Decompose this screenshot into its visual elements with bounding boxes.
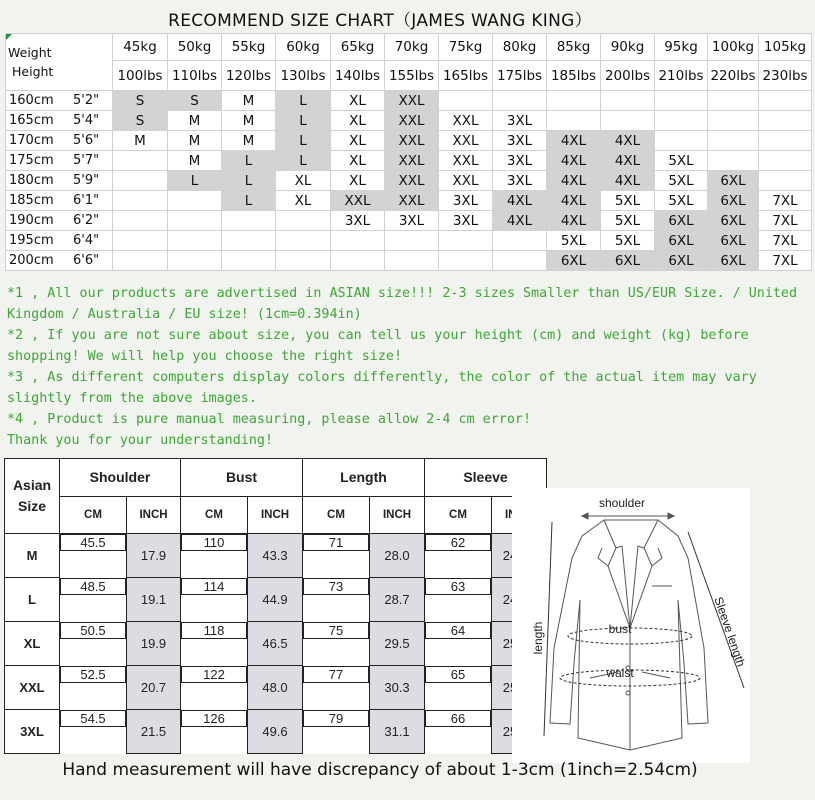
measure-value: 54.5 bbox=[60, 710, 126, 727]
measure-value: 21.5 bbox=[127, 710, 181, 754]
size-cell bbox=[113, 151, 168, 171]
size-row bbox=[6, 231, 812, 251]
size-cell bbox=[276, 251, 331, 271]
height-ft: 6'1" bbox=[73, 193, 100, 208]
measure-row bbox=[5, 666, 547, 710]
size-cell: 5XL bbox=[601, 231, 655, 251]
size-cell: 6XL bbox=[547, 251, 601, 271]
measure-value: 126 bbox=[181, 710, 247, 727]
height-header bbox=[6, 151, 113, 171]
height-cm: 195cm bbox=[9, 233, 54, 248]
measure-value: 110 bbox=[181, 534, 247, 551]
weight-lbs-header: 100lbs bbox=[113, 61, 168, 91]
size-cell: L bbox=[222, 151, 276, 171]
measure-value: 44.9 bbox=[248, 578, 303, 622]
size-cell: M bbox=[168, 151, 222, 171]
corner-height: Height bbox=[12, 64, 54, 79]
asian-size-header bbox=[5, 459, 60, 534]
weight-kg-header: 100kg bbox=[708, 34, 759, 61]
measure-value: 62 bbox=[425, 534, 491, 551]
note-line: Thank you for your understanding! bbox=[7, 433, 274, 448]
size-cell: 6XL bbox=[655, 211, 708, 231]
recommend-size-table bbox=[5, 33, 812, 271]
size-row bbox=[6, 131, 812, 151]
size-cell: 6XL bbox=[708, 171, 759, 191]
size-cell: 3XL bbox=[439, 191, 493, 211]
notes bbox=[7, 283, 813, 451]
size-cell bbox=[655, 91, 708, 111]
group-header: Sleeve bbox=[425, 459, 547, 497]
size-cell: M bbox=[113, 131, 168, 151]
size-cell: 3XL bbox=[385, 211, 439, 231]
unit-header: CM bbox=[303, 496, 370, 534]
measure-value: 71 bbox=[303, 534, 369, 551]
bust-label: bust bbox=[608, 622, 632, 636]
size-cell bbox=[759, 171, 812, 191]
weight-lbs-header: 140lbs bbox=[331, 61, 385, 91]
shoulder-label: shoulder bbox=[598, 496, 646, 510]
weight-kg-header: 45kg bbox=[113, 34, 168, 61]
size-cell: XXL bbox=[439, 151, 493, 171]
size-cell: XXL bbox=[439, 171, 493, 191]
weight-kg-header: 55kg bbox=[222, 34, 276, 61]
measure-value: 52.5 bbox=[60, 666, 126, 683]
measure-value: 20.7 bbox=[127, 666, 181, 710]
corner-header bbox=[6, 34, 113, 91]
unit-header: CM bbox=[181, 496, 248, 534]
size-cell: XXL bbox=[385, 111, 439, 131]
weight-lbs-header: 165lbs bbox=[439, 61, 493, 91]
size-cell: XXL bbox=[439, 111, 493, 131]
size-cell: 3XL bbox=[493, 131, 547, 151]
size-cell bbox=[655, 131, 708, 151]
size-row bbox=[6, 211, 812, 231]
size-cell: 4XL bbox=[547, 171, 601, 191]
size-cell bbox=[708, 131, 759, 151]
size-cell: 5XL bbox=[655, 151, 708, 171]
size-cell: M bbox=[168, 131, 222, 151]
size-cell bbox=[113, 211, 168, 231]
note-line: *2 , If you are not sure about size, you can tell us your height (cm) and weight (kg) before shopping! We will help you choose the right size! bbox=[7, 328, 749, 364]
measure-value: 46.5 bbox=[248, 622, 303, 666]
size-cell bbox=[276, 211, 331, 231]
measure-value: 31.1 bbox=[370, 710, 425, 754]
size-cell bbox=[601, 111, 655, 131]
size-cell: 4XL bbox=[601, 171, 655, 191]
height-cm: 200cm bbox=[9, 253, 54, 268]
size-cell: XL bbox=[276, 171, 331, 191]
height-cm: 170cm bbox=[9, 133, 54, 148]
size-cell: XXL bbox=[439, 131, 493, 151]
note-line: *4 , Product is pure manual measuring, please allow 2-4 cm error! bbox=[7, 412, 532, 427]
size-cell bbox=[113, 251, 168, 271]
weight-lbs-header: 120lbs bbox=[222, 61, 276, 91]
size-cell: M bbox=[168, 111, 222, 131]
measure-value: 63 bbox=[425, 578, 491, 595]
size-cell bbox=[439, 91, 493, 111]
height-cm: 160cm bbox=[9, 93, 54, 108]
measurement-table bbox=[4, 458, 547, 754]
size-cell bbox=[331, 231, 385, 251]
size-cell: L bbox=[222, 191, 276, 211]
size-cell: 5XL bbox=[601, 191, 655, 211]
size-cell: XXL bbox=[385, 131, 439, 151]
size-cell: XXL bbox=[385, 91, 439, 111]
size-cell bbox=[493, 91, 547, 111]
size-cell bbox=[113, 171, 168, 191]
size-cell: 4XL bbox=[547, 191, 601, 211]
sleeve-length-label: Sleeve length bbox=[711, 595, 749, 669]
weight-kg-header: 90kg bbox=[601, 34, 655, 61]
unit-header: INCH bbox=[248, 496, 303, 534]
size-cell: 4XL bbox=[601, 131, 655, 151]
size-cell bbox=[493, 231, 547, 251]
size-cell: 7XL bbox=[759, 251, 812, 271]
weight-kg-header: 60kg bbox=[276, 34, 331, 61]
size-row bbox=[6, 111, 812, 131]
height-header bbox=[6, 131, 113, 151]
size-cell bbox=[759, 91, 812, 111]
size-cell: L bbox=[276, 131, 331, 151]
weight-kg-header: 95kg bbox=[655, 34, 708, 61]
measure-value: 25.20 bbox=[492, 622, 547, 666]
measure-value: 122 bbox=[181, 666, 247, 683]
height-header bbox=[6, 191, 113, 211]
weight-lbs-header: 220lbs bbox=[708, 61, 759, 91]
jacket-diagram bbox=[512, 488, 750, 763]
size-cell: XXL bbox=[331, 191, 385, 211]
measure-value: 19.1 bbox=[127, 578, 181, 622]
height-cm: 185cm bbox=[9, 193, 54, 208]
size-cell bbox=[439, 251, 493, 271]
size-cell: L bbox=[222, 171, 276, 191]
measure-value: 75 bbox=[303, 622, 369, 639]
weight-lbs-header: 185lbs bbox=[547, 61, 601, 91]
size-cell: XL bbox=[331, 171, 385, 191]
size-cell: 6XL bbox=[708, 251, 759, 271]
height-cm: 165cm bbox=[9, 113, 54, 128]
size-cell: 4XL bbox=[547, 151, 601, 171]
note-line: *3 , As different computers display colors differently, the color of the actual item may vary slightly from the above images. bbox=[7, 370, 757, 406]
size-name: M bbox=[5, 534, 60, 578]
measure-value: 48.5 bbox=[60, 578, 126, 595]
measure-value: 28.7 bbox=[370, 578, 425, 622]
size-cell: 6XL bbox=[655, 231, 708, 251]
length-label: length bbox=[531, 621, 545, 655]
size-cell: 7XL bbox=[759, 211, 812, 231]
measure-value: 43.3 bbox=[248, 534, 303, 578]
measure-row bbox=[5, 710, 547, 754]
size-cell bbox=[708, 151, 759, 171]
measure-row bbox=[5, 578, 547, 622]
size-cell: 7XL bbox=[759, 231, 812, 251]
size-cell bbox=[113, 191, 168, 211]
measure-value: 73 bbox=[303, 578, 369, 595]
measure-value: 64 bbox=[425, 622, 491, 639]
height-header bbox=[6, 211, 113, 231]
corner-triangle bbox=[6, 34, 12, 40]
measure-value: 77 bbox=[303, 666, 369, 683]
size-cell: L bbox=[276, 151, 331, 171]
size-cell: 3XL bbox=[493, 151, 547, 171]
height-ft: 5'7" bbox=[73, 153, 100, 168]
group-header: Bust bbox=[181, 459, 303, 497]
height-cm: 175cm bbox=[9, 153, 54, 168]
size-cell: XL bbox=[276, 191, 331, 211]
size-cell: XXL bbox=[385, 171, 439, 191]
size-cell bbox=[168, 211, 222, 231]
size-cell: XXL bbox=[385, 151, 439, 171]
size-name: XL bbox=[5, 622, 60, 666]
asian-label: Asian bbox=[12, 477, 52, 493]
footer-note: Hand measurement will have discrepancy of about 1-3cm (1inch=2.54cm) bbox=[62, 760, 698, 780]
size-cell: M bbox=[222, 91, 276, 111]
weight-kg-header: 85kg bbox=[547, 34, 601, 61]
height-ft: 6'6" bbox=[73, 253, 100, 268]
measure-value: 48.0 bbox=[248, 666, 303, 710]
height-cm: 190cm bbox=[9, 213, 54, 228]
height-header bbox=[6, 231, 113, 251]
weight-kg-header: 75kg bbox=[439, 34, 493, 61]
size-cell bbox=[547, 111, 601, 131]
height-header bbox=[6, 111, 113, 131]
weight-kg-header: 80kg bbox=[493, 34, 547, 61]
measure-value: 30.3 bbox=[370, 666, 425, 710]
size-cell: L bbox=[276, 91, 331, 111]
size-cell bbox=[168, 251, 222, 271]
weight-lbs-header: 230lbs bbox=[759, 61, 812, 91]
height-ft: 6'2" bbox=[73, 213, 100, 228]
size-cell: 6XL bbox=[708, 191, 759, 211]
measure-value: 114 bbox=[181, 578, 247, 595]
size-cell: 7XL bbox=[759, 191, 812, 211]
size-row bbox=[6, 91, 812, 111]
note-line: *1 , All our products are advertised in ASIAN size!!! 2-3 sizes Smaller than US/EUR Size. / United Kingdom / Australia / EU size! (1cm=0.394in) bbox=[7, 286, 798, 322]
size-cell bbox=[759, 111, 812, 131]
size-cell bbox=[168, 231, 222, 251]
measure-value: 25.98 bbox=[492, 710, 547, 754]
measure-value: 19.9 bbox=[127, 622, 181, 666]
measure-value: 50.5 bbox=[60, 622, 126, 639]
unit-header: INCH bbox=[127, 496, 181, 534]
size-cell bbox=[331, 251, 385, 271]
size-cell: XL bbox=[331, 91, 385, 111]
weight-lbs-header: 210lbs bbox=[655, 61, 708, 91]
size-cell: L bbox=[276, 111, 331, 131]
waist-label: waist bbox=[606, 666, 634, 680]
size-cell: S bbox=[168, 91, 222, 111]
weight-kg-header: 50kg bbox=[168, 34, 222, 61]
size-cell: 5XL bbox=[547, 231, 601, 251]
measure-value: 45.5 bbox=[60, 534, 126, 551]
group-header: Shoulder bbox=[60, 459, 181, 497]
height-header bbox=[6, 251, 113, 271]
size-cell: M bbox=[222, 131, 276, 151]
size-row bbox=[6, 171, 812, 191]
size-cell: S bbox=[113, 91, 168, 111]
size-cell: 4XL bbox=[547, 211, 601, 231]
measure-value: 24.80 bbox=[492, 578, 547, 622]
size-cell: L bbox=[168, 171, 222, 191]
weight-lbs-header: 130lbs bbox=[276, 61, 331, 91]
size-cell bbox=[759, 131, 812, 151]
size-cell bbox=[601, 91, 655, 111]
size-row bbox=[6, 251, 812, 271]
size-cell: 4XL bbox=[493, 191, 547, 211]
measure-value: 25.59 bbox=[492, 666, 547, 710]
height-ft: 6'4" bbox=[73, 233, 100, 248]
unit-header: INCH bbox=[492, 496, 547, 534]
size-cell bbox=[439, 231, 493, 251]
unit-header: INCH bbox=[370, 496, 425, 534]
size-cell bbox=[113, 231, 168, 251]
size-cell bbox=[547, 91, 601, 111]
size-cell: 4XL bbox=[493, 211, 547, 231]
size-name: 3XL bbox=[5, 710, 60, 754]
size-name: XXL bbox=[5, 666, 60, 710]
size-cell: 6XL bbox=[601, 251, 655, 271]
measure-row bbox=[5, 622, 547, 666]
size-cell: XL bbox=[331, 151, 385, 171]
measure-value: 24.41 bbox=[492, 534, 547, 578]
weight-lbs-header: 110lbs bbox=[168, 61, 222, 91]
size-cell: S bbox=[113, 111, 168, 131]
weight-lbs-header: 175lbs bbox=[493, 61, 547, 91]
size-cell bbox=[385, 251, 439, 271]
size-cell: 3XL bbox=[439, 211, 493, 231]
measure-value: 65 bbox=[425, 666, 491, 683]
size-cell: 4XL bbox=[601, 151, 655, 171]
size-cell: 4XL bbox=[547, 131, 601, 151]
weight-kg-header: 70kg bbox=[385, 34, 439, 61]
size-cell: XL bbox=[331, 131, 385, 151]
size-cell bbox=[222, 251, 276, 271]
size-cell: 3XL bbox=[493, 111, 547, 131]
measure-value: 66 bbox=[425, 710, 491, 727]
weight-lbs-header: 200lbs bbox=[601, 61, 655, 91]
height-ft: 5'2" bbox=[73, 93, 100, 108]
size-row bbox=[6, 191, 812, 211]
size-cell: 6XL bbox=[655, 251, 708, 271]
weight-kg-header: 105kg bbox=[759, 34, 812, 61]
size-cell: 5XL bbox=[655, 191, 708, 211]
size-cell: 3XL bbox=[493, 171, 547, 191]
measure-value: 79 bbox=[303, 710, 369, 727]
measure-value: 29.5 bbox=[370, 622, 425, 666]
corner-weight: Weight bbox=[8, 45, 52, 60]
size-row bbox=[6, 151, 812, 171]
size-cell bbox=[222, 211, 276, 231]
size-cell bbox=[655, 111, 708, 131]
size-name: L bbox=[5, 578, 60, 622]
measure-value: 118 bbox=[181, 622, 247, 639]
unit-header: CM bbox=[60, 496, 127, 534]
size-cell bbox=[222, 231, 276, 251]
size-cell: 6XL bbox=[708, 231, 759, 251]
measure-value: 28.0 bbox=[370, 534, 425, 578]
size-cell: 6XL bbox=[708, 211, 759, 231]
weight-kg-header: 65kg bbox=[331, 34, 385, 61]
group-header: Length bbox=[303, 459, 425, 497]
size-cell bbox=[493, 251, 547, 271]
size-cell: XXL bbox=[385, 191, 439, 211]
chart-title: RECOMMEND SIZE CHART（JAMES WANG KING） bbox=[168, 11, 592, 31]
size-cell bbox=[276, 231, 331, 251]
height-ft: 5'6" bbox=[73, 133, 100, 148]
size-cell bbox=[759, 151, 812, 171]
size-cell bbox=[708, 111, 759, 131]
size-cell bbox=[708, 91, 759, 111]
weight-lbs-header: 155lbs bbox=[385, 61, 439, 91]
height-header bbox=[6, 171, 113, 191]
size-cell bbox=[168, 191, 222, 211]
size-cell: 5XL bbox=[655, 171, 708, 191]
unit-header: CM bbox=[425, 496, 492, 534]
size-cell: 3XL bbox=[331, 211, 385, 231]
height-ft: 5'9" bbox=[73, 173, 100, 188]
measure-row bbox=[5, 534, 547, 578]
height-cm: 180cm bbox=[9, 173, 54, 188]
height-ft: 5'4" bbox=[73, 113, 100, 128]
size-cell: M bbox=[222, 111, 276, 131]
measure-value: 49.6 bbox=[248, 710, 303, 754]
size-cell: 5XL bbox=[601, 211, 655, 231]
measure-value: 17.9 bbox=[127, 534, 181, 578]
height-header bbox=[6, 91, 113, 111]
size-label: Size bbox=[17, 498, 46, 514]
size-cell: XL bbox=[331, 111, 385, 131]
size-cell bbox=[385, 231, 439, 251]
